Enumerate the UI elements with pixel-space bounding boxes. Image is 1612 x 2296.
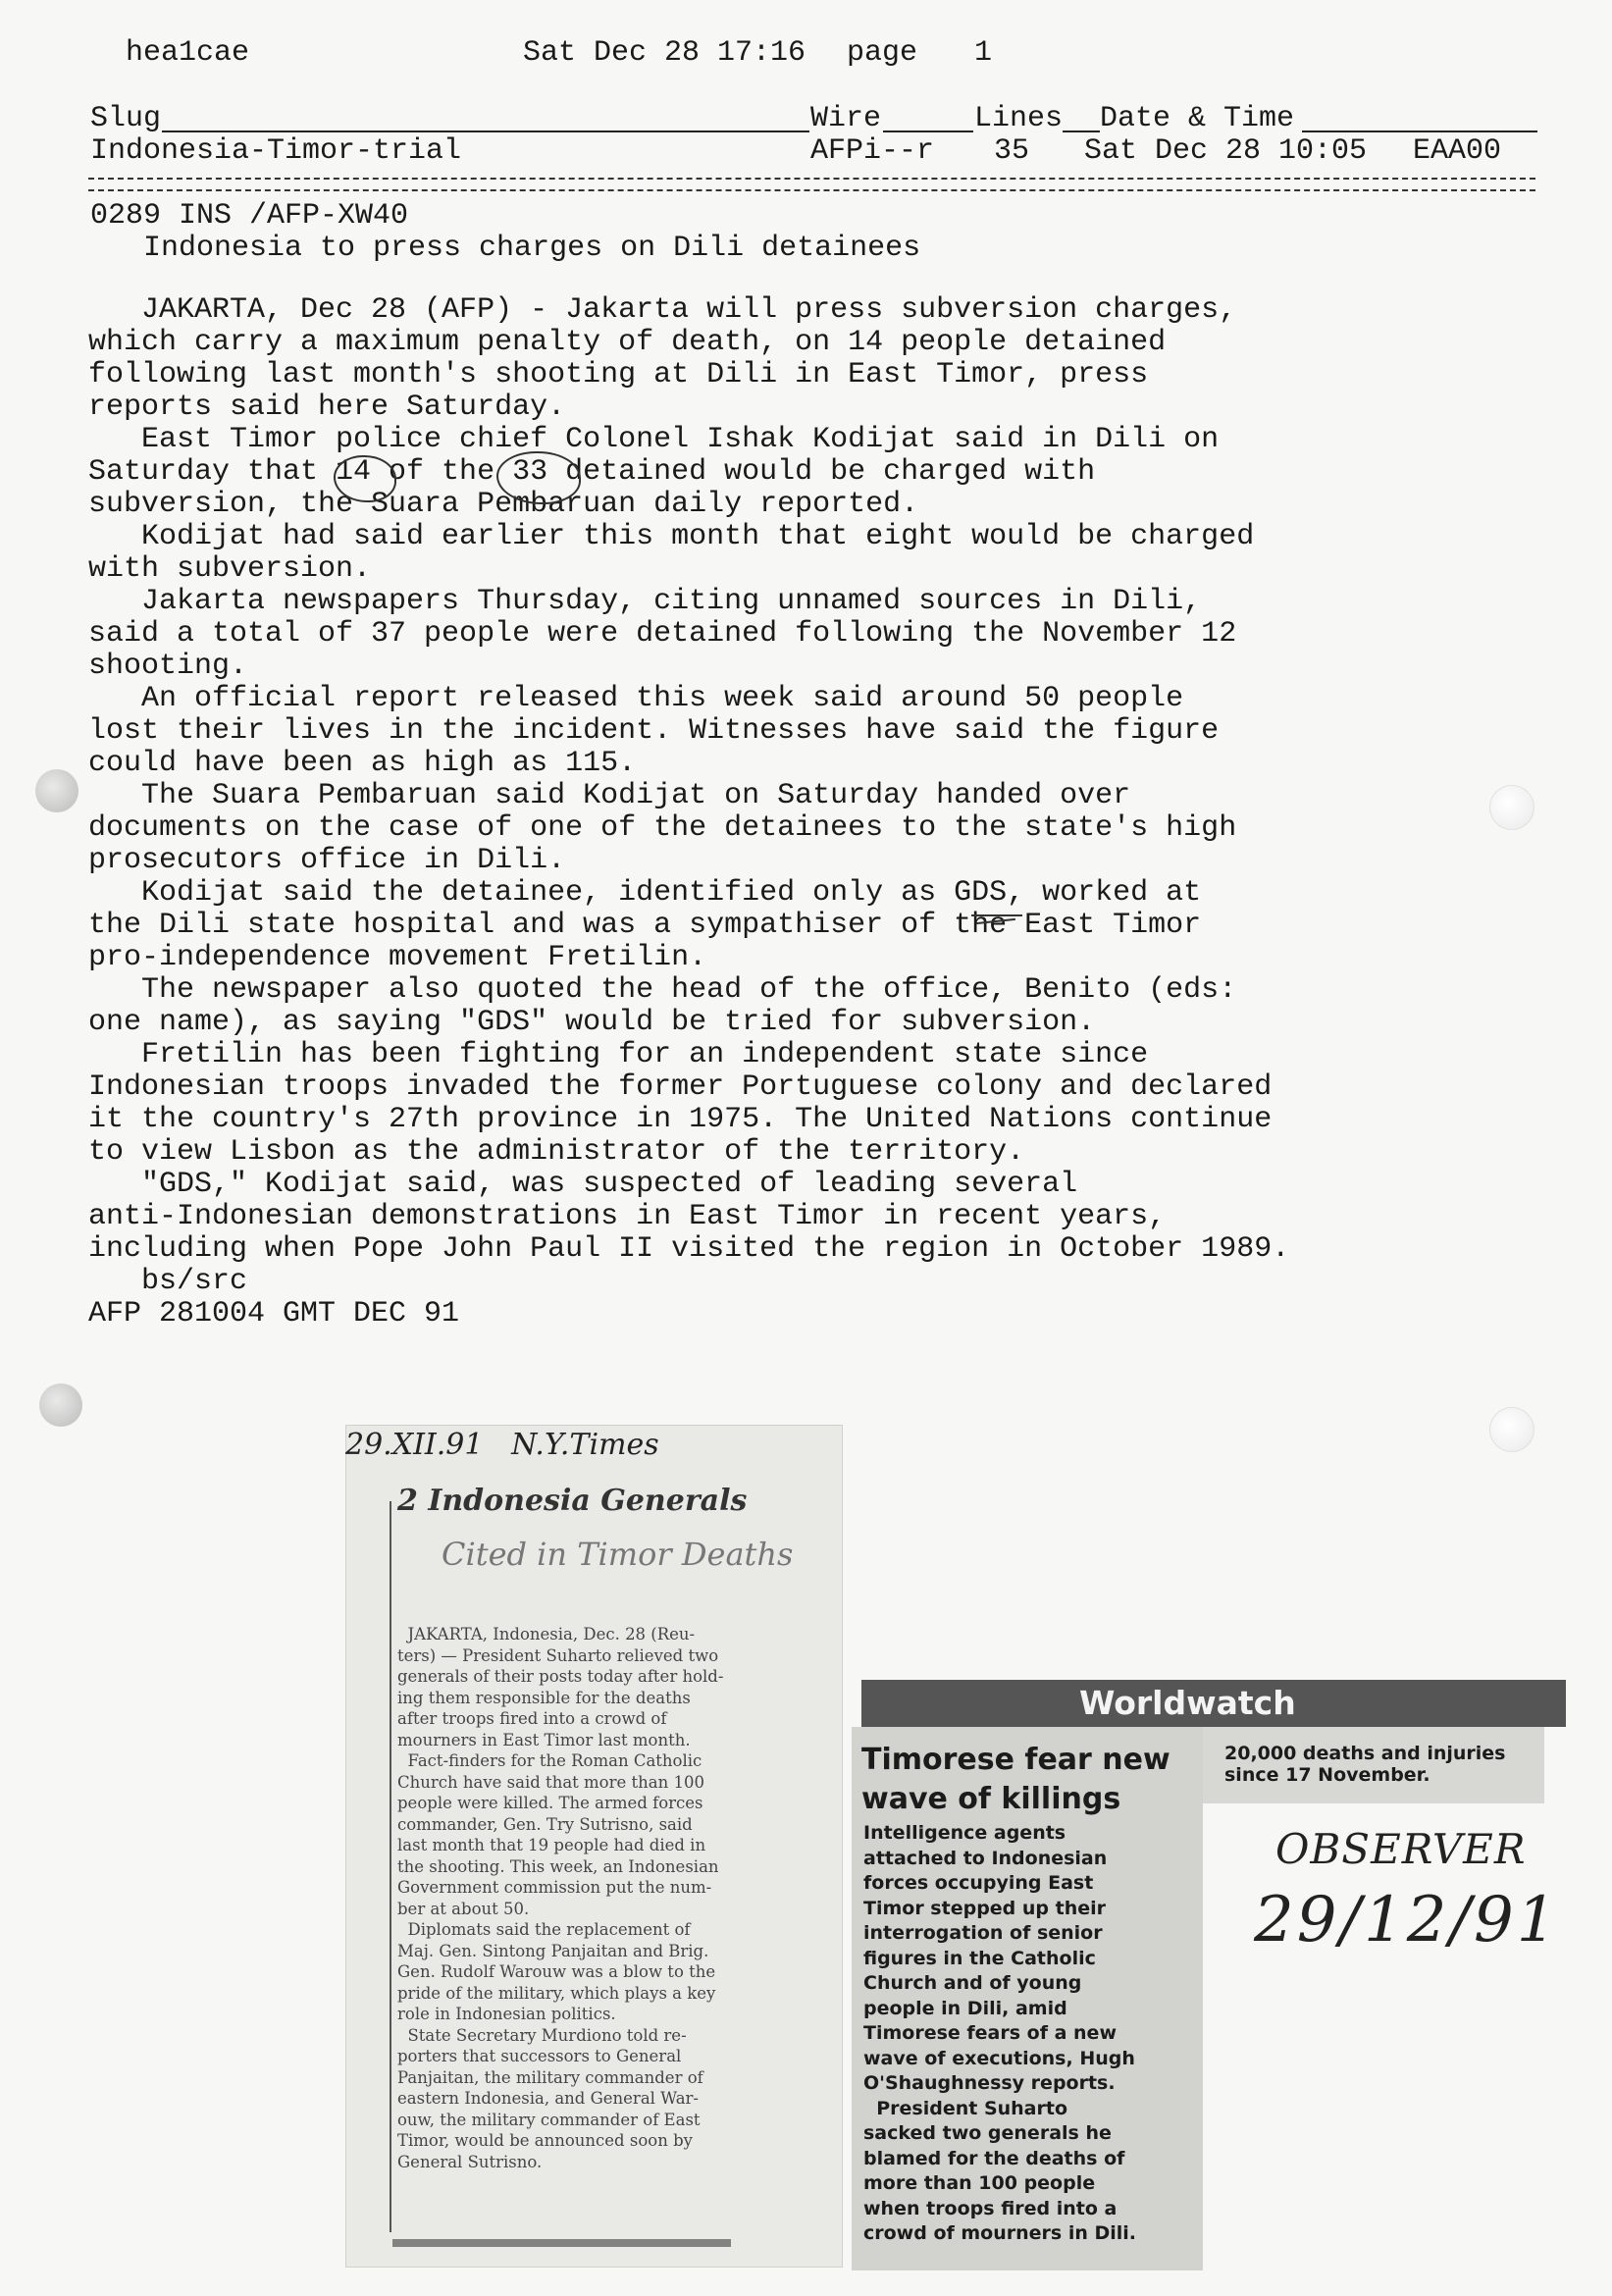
observer-headline: [861, 1741, 1170, 1819]
story-line: bs/src: [88, 1265, 248, 1298]
story-line: Kodijat had said earlier this month that eight would be charged: [88, 520, 1255, 553]
wire-label: Wire: [810, 102, 882, 135]
nyt-line: ing them responsible for the deaths: [397, 1688, 691, 1707]
observer-line: wave of executions, Hugh: [863, 2047, 1135, 2069]
story-id: 0289 INS /AFP-XW40: [90, 199, 409, 233]
observer-line: figures in the Catholic: [863, 1947, 1096, 1969]
story-line: pro-independence movement Fretilin.: [88, 941, 707, 974]
lines-label: Lines: [974, 102, 1064, 135]
nyt-line: General Sutrisno.: [397, 2152, 543, 2171]
slug-value: Indonesia-Timor-trial: [90, 134, 462, 168]
nyt-line: State Secretary Murdiono told re-: [397, 2025, 687, 2045]
observer-sidebar-text: [1224, 1743, 1506, 1786]
nyt-line: ouw, the military commander of East: [397, 2110, 701, 2129]
punch-hole: [1489, 1407, 1534, 1452]
print-timestamp: Sat Dec 28 17:16: [523, 36, 806, 70]
wire-value: AFPi--r: [810, 134, 935, 168]
observer-line: Church and of young: [863, 1972, 1082, 1994]
page-label: page: [847, 36, 918, 70]
nyt-line: people were killed. The armed forces: [397, 1794, 703, 1812]
observer-line: O'Shaughnessy reports.: [863, 2072, 1116, 2094]
observer-line: attached to Indonesian: [863, 1847, 1108, 1869]
story-line: anti-Indonesian demonstrations in East Timor in recent years,: [88, 1200, 1167, 1233]
nyt-line: generals of their posts today after hold-: [397, 1667, 724, 1686]
story-line: The Suara Pembaruan said Kodijat on Saturday handed over: [88, 779, 1131, 812]
double-rule: [88, 178, 1535, 191]
observer-line: Timor stepped up their: [863, 1897, 1107, 1919]
lines-value: 35: [994, 134, 1030, 168]
story-line: which carry a maximum penalty of death, on 14 people detained: [88, 326, 1167, 359]
story-line: shooting.: [88, 650, 248, 683]
story-line: reports said here Saturday.: [88, 391, 566, 424]
nyt-line: the shooting. This week, an Indonesian: [397, 1856, 719, 1876]
worldwatch-title: Worldwatch: [1079, 1684, 1296, 1722]
nyt-line: role in Indonesian politics.: [397, 2005, 616, 2023]
nyt-line: ters) — President Suharto relieved two: [397, 1645, 719, 1665]
story-line: to view Lisbon as the administrator of the territory.: [88, 1135, 1025, 1169]
observer-headline-line: Timorese fear new: [861, 1743, 1170, 1777]
nyt-subheadline: Cited in Timor Deaths: [442, 1536, 794, 1573]
nyt-line: mourners in East Timor last month.: [397, 1730, 691, 1749]
wire-rule: [883, 130, 973, 132]
observer-headline-line: wave of killings: [861, 1782, 1121, 1816]
observer-handwritten-date: 29/12/91: [1254, 1884, 1560, 1957]
story-body: [88, 294, 1521, 1331]
nyt-line: porters that successors to General: [397, 2047, 682, 2065]
nyt-body: [397, 1624, 814, 2172]
observer-line: people in Dili, amid: [863, 1997, 1067, 2019]
observer-line: more than 100 people: [863, 2172, 1096, 2194]
story-line: An official report released this week said around 50 people: [88, 682, 1184, 715]
observer-line: Intelligence agents: [863, 1822, 1066, 1844]
observer-line: forces occupying East: [863, 1872, 1094, 1894]
punch-hole: [35, 769, 78, 812]
nyt-line: Gen. Rudolf Warouw was a blow to the: [397, 1962, 716, 1981]
story-line: Fretilin has been fighting for an independent state since: [88, 1038, 1149, 1071]
nyt-column-rule: [390, 1501, 391, 2232]
story-line: lost their lives in the incident. Witnesses have said the figure: [88, 714, 1220, 748]
story-line: AFP 281004 GMT DEC 91: [88, 1297, 460, 1331]
nyt-line: Maj. Gen. Sintong Panjaitan and Brig.: [397, 1941, 709, 1960]
story-headline: Indonesia to press charges on Dili detainees: [143, 232, 921, 265]
datetime-rule: [1302, 130, 1537, 132]
story-line: East Timor police chief Colonel Ishak Kodijat said in Dili on: [88, 423, 1220, 456]
slug-label: Slug: [90, 102, 162, 135]
punch-hole: [39, 1383, 82, 1427]
story-line: Indonesian troops invaded the former Portuguese colony and declared: [88, 1070, 1273, 1104]
nyt-handwritten-date-source: 29.XII.91 N.Y.Times: [345, 1428, 659, 1462]
observer-line: blamed for the deaths of: [863, 2147, 1125, 2169]
story-line: "GDS," Kodijat said, was suspected of leading several: [88, 1168, 1078, 1201]
code-value: EAA00: [1413, 134, 1502, 168]
nyt-line: Panjaitan, the military commander of: [397, 2067, 703, 2087]
slug-rule: [162, 130, 809, 132]
nyt-line: commander, Gen. Try Sutrisno, said: [397, 1814, 693, 1834]
nyt-line: Church have said that more than 100: [397, 1772, 704, 1792]
story-line: said a total of 37 people were detained following the November 12: [88, 617, 1237, 651]
observer-handwritten-source: OBSERVER: [1275, 1825, 1527, 1873]
story-line: the Dili state hospital and was a sympathiser of the East Timor: [88, 909, 1202, 942]
story-line: with subversion.: [88, 552, 372, 586]
story-line: JAKARTA, Dec 28 (AFP) - Jakarta will press subversion charges,: [88, 293, 1237, 327]
story-line: The newspaper also quoted the head of the office, Benito (eds:: [88, 973, 1237, 1007]
pen-circle-14: [334, 455, 396, 502]
story-line: following last month's shooting at Dili in East Timor, press: [88, 358, 1149, 391]
pen-underline-gds: [971, 914, 1022, 916]
story-line: Saturday that 14 of the 33 detained would be charged with: [88, 455, 1096, 489]
page-number: 1: [974, 36, 993, 70]
nyt-line: Fact-finders for the Roman Catholic: [397, 1751, 702, 1770]
story-line: documents on the case of one of the detainees to the state's high: [88, 811, 1237, 845]
observer-sidebar-line: since 17 November.: [1224, 1764, 1430, 1786]
nyt-line: pride of the military, which plays a key: [397, 1983, 716, 2003]
observer-line: President Suharto: [863, 2097, 1068, 2119]
observer-line: Timorese fears of a new: [863, 2022, 1117, 2044]
nyt-line: Government commission put the num-: [397, 1878, 712, 1897]
datetime-label: Date & Time: [1100, 102, 1295, 135]
lines-rule: [1063, 130, 1100, 132]
punch-hole: [1489, 785, 1534, 830]
story-line: could have been as high as 115.: [88, 747, 637, 780]
observer-body: [863, 1821, 1197, 2247]
worldwatch-banner: [861, 1680, 1566, 1727]
operator-id: hea1cae: [126, 36, 250, 70]
nyt-line: after troops fired into a crowd of: [397, 1709, 667, 1728]
story-line: one name), as saying "GDS" would be tried for subversion.: [88, 1006, 1096, 1039]
nyt-bottom-rule: [392, 2239, 731, 2247]
story-line: it the country's 27th province in 1975. The United Nations continue: [88, 1103, 1273, 1136]
observer-line: interrogation of senior: [863, 1922, 1103, 1944]
story-line: including when Pope John Paul II visited the region in October 1989.: [88, 1232, 1290, 1266]
nyt-line: Diplomats said the replacement of: [397, 1920, 691, 1939]
story-line: subversion, the Suara Pembaruan daily reported.: [88, 488, 919, 521]
nyt-line: JAKARTA, Indonesia, Dec. 28 (Reu-: [397, 1625, 696, 1644]
nyt-line: eastern Indonesia, and General War-: [397, 2089, 700, 2108]
nyt-headline: 2 Indonesia Generals: [397, 1484, 748, 1518]
nyt-line: Timor, would be announced soon by: [397, 2131, 693, 2150]
story-line: Kodijat said the detainee, identified only as GDS, worked at: [88, 876, 1202, 910]
datetime-value: Sat Dec 28 10:05: [1084, 134, 1368, 168]
story-line: prosecutors office in Dili.: [88, 844, 566, 877]
observer-line: when troops fired into a: [863, 2197, 1118, 2219]
observer-sidebar-line: 20,000 deaths and injuries: [1224, 1743, 1506, 1764]
observer-line: sacked two generals he: [863, 2122, 1112, 2144]
nyt-line: ber at about 50.: [397, 1899, 530, 1918]
story-line: Jakarta newspapers Thursday, citing unnamed sources in Dili,: [88, 585, 1202, 618]
observer-line: crowd of mourners in Dili.: [863, 2222, 1137, 2244]
nyt-line: last month that 19 people had died in: [397, 1836, 706, 1854]
